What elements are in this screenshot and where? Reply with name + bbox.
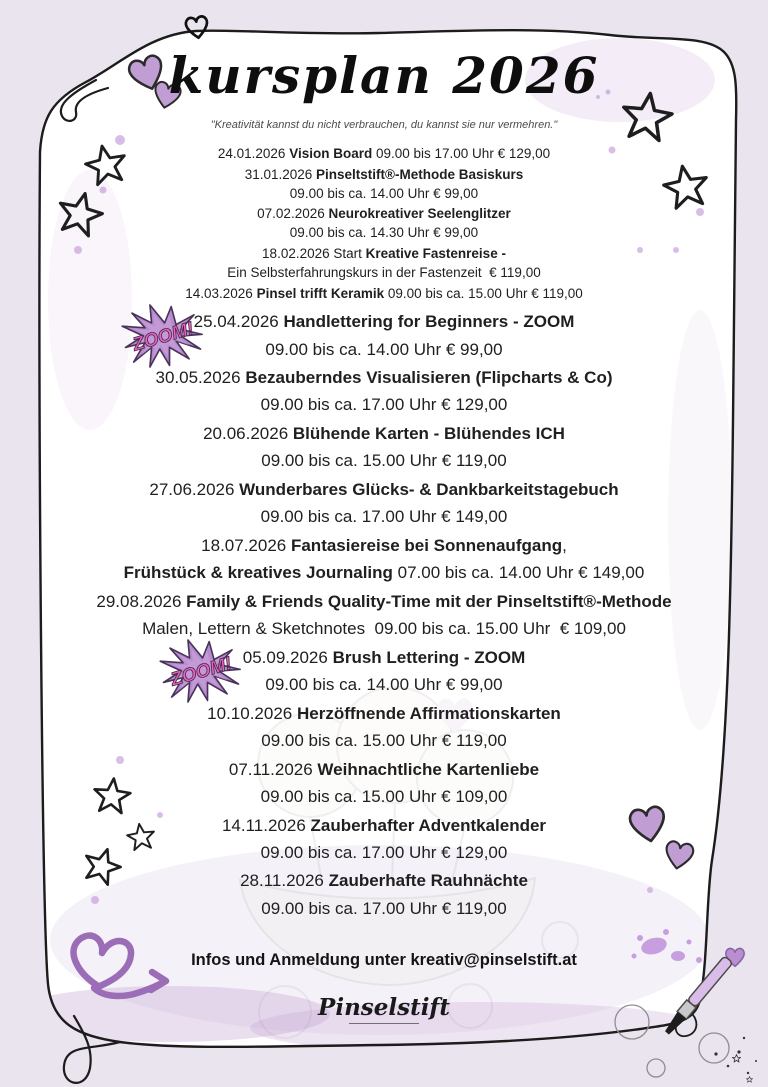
course-text: 09.00 bis ca. 17.00 Uhr € 149,00 (260, 507, 508, 527)
page-title: kursplan 2026 (168, 46, 600, 105)
course-text: 09.00 bis ca. 14.00 Uhr € 99,00 (265, 675, 503, 695)
course-text: 09.00 bis ca. 14.00 Uhr € 99,00 (289, 185, 479, 201)
course-text: 09.00 bis ca. 17.00 Uhr € 129,00 (260, 842, 508, 862)
course-title: Weihnachtliche Kartenliebe (317, 759, 540, 779)
course-title: Fantasiereise bei Sonnenaufgang (290, 536, 563, 555)
course-text: Malen, Lettern & Sketchnotes 09.00 bis ca. 15.00 Uhr € 109,00 (142, 619, 626, 639)
course-text: 09.00 bis ca. 14.00 Uhr € 99,00 (265, 339, 503, 359)
course-line (34, 391, 734, 418)
course-text: 18.02.2026 Start (262, 245, 366, 261)
course-line (34, 364, 734, 391)
course-entry (34, 756, 734, 810)
course-line (34, 145, 734, 164)
course-entry (34, 205, 734, 243)
course-text: 09.00 bis ca. 15.00 Uhr € 119,00 (261, 730, 507, 750)
course-text: 31.01.2026 (244, 166, 317, 182)
course-title: Handlettering for Beginners - ZOOM (283, 312, 575, 332)
course-text: 09.00 bis ca. 15.00 Uhr € 109,00 (260, 786, 508, 806)
course-text: 14.11.2026 (221, 815, 311, 835)
course-title: Blühende Karten - Blühendes ICH (292, 424, 565, 444)
course-entry (34, 420, 734, 474)
course-line (34, 559, 734, 586)
course-line (34, 756, 734, 783)
course-text: 07.00 bis ca. 14.00 Uhr € 149,00 (392, 563, 645, 583)
zoom-badge-icon (160, 640, 242, 702)
course-title: Brush Lettering - ZOOM (332, 647, 526, 667)
course-text: 25.04.2026 (193, 312, 284, 332)
course-entry (34, 867, 734, 921)
course-text: 09.00 bis ca. 17.00 Uhr € 129,00 (260, 395, 508, 415)
course-entry (34, 166, 734, 204)
course-line (34, 420, 734, 447)
course-line (34, 224, 734, 243)
course-text: 09.00 bis 17.00 Uhr € 129,00 (372, 146, 551, 161)
course-line (34, 812, 734, 839)
course-text: 05.09.2026 (242, 647, 333, 667)
course-text: , (562, 536, 567, 555)
course-line (34, 588, 734, 615)
course-list (34, 145, 734, 922)
course-line (34, 895, 734, 922)
course-text: 29.08.2026 (96, 591, 187, 611)
course-line (34, 447, 734, 474)
course-line (34, 615, 734, 642)
course-title: Wunderbares Glücks- & Dankbarkeitstagebuch (239, 480, 619, 500)
course-title: Family & Friends Quality-Time mit der Pinseltstift®-Methode (186, 591, 672, 611)
course-entry (34, 308, 734, 362)
course-entry (34, 245, 734, 283)
course-text: 20.06.2026 (203, 424, 293, 444)
course-text: 27.06.2026 (149, 480, 240, 500)
course-text: 07.11.2026 (228, 759, 318, 779)
course-line (34, 727, 734, 754)
course-entry (34, 145, 734, 164)
course-entry (34, 532, 734, 586)
zoom-badge-icon (122, 305, 204, 367)
course-text: 14.03.2026 (185, 285, 257, 301)
course-title: Zauberhafter Adventkalender (310, 815, 547, 835)
course-text: 09.00 bis ca. 15.00 Uhr € 119,00 (261, 451, 507, 471)
course-text: 09.00 bis ca. 15.00 Uhr € 119,00 (384, 285, 583, 301)
course-text: Ein Selbsterfahrungskurs in der Fastenzeit € 119,00 (227, 264, 541, 280)
course-entry (34, 812, 734, 866)
course-title: Zauberhafte Rauhnächte (328, 871, 528, 891)
course-text: 07.02.2026 (257, 206, 329, 222)
quote-text: "Kreativität kannst du nicht verbrauchen, du kannst sie nur vermehren." (210, 119, 558, 131)
course-line (34, 185, 734, 204)
course-text: 10.10.2026 (207, 703, 297, 723)
course-text: 30.05.2026 (155, 368, 246, 388)
course-title: Vision Board (289, 146, 373, 161)
course-title: Kreative Fastenreise - (365, 245, 506, 261)
course-text: 09.00 bis ca. 17.00 Uhr € 119,00 (261, 898, 507, 918)
course-title: Frühstück & kreatives Journaling (123, 563, 393, 583)
course-line (34, 671, 734, 698)
course-text: 24.01.2026 (217, 146, 290, 161)
brand-logo: Pinselstift (34, 995, 734, 1024)
svg-text:ZOOM!: ZOOM! (130, 317, 196, 356)
course-title: Pinsel trifft Keramik (256, 285, 385, 301)
course-entry (34, 285, 734, 304)
course-line (34, 476, 734, 503)
poster-content (34, 0, 734, 1024)
course-title: Bezauberndes Visualisieren (Flipcharts & Co) (245, 368, 613, 388)
course-entry (34, 644, 734, 698)
course-text: 09.00 bis ca. 14.30 Uhr € 99,00 (289, 225, 479, 241)
course-line (34, 644, 734, 671)
svg-text:ZOOM!: ZOOM! (168, 652, 234, 690)
course-line (34, 205, 734, 224)
course-entry (34, 476, 734, 530)
course-line (34, 532, 734, 559)
contact-info: Infos und Anmeldung unter kreativ@pinselstift.at (191, 950, 577, 969)
course-line (34, 285, 734, 304)
course-entry (34, 364, 734, 418)
course-title: Neurokreativer Seelenglitzer (328, 206, 511, 222)
course-line (34, 166, 734, 185)
course-line (34, 264, 734, 283)
course-title: Herzöffnende Affirmationskarten (296, 703, 561, 723)
course-line (34, 503, 734, 530)
course-text: 18.07.2026 (201, 536, 291, 555)
course-line (34, 245, 734, 264)
course-line (34, 839, 734, 866)
course-title: Pinseltstift®-Methode Basiskurs (316, 166, 524, 182)
course-entry (34, 700, 734, 754)
course-entry (34, 588, 734, 642)
course-line (34, 783, 734, 810)
course-line (34, 700, 734, 727)
course-text: 28.11.2026 (240, 871, 329, 891)
course-line (34, 867, 734, 894)
